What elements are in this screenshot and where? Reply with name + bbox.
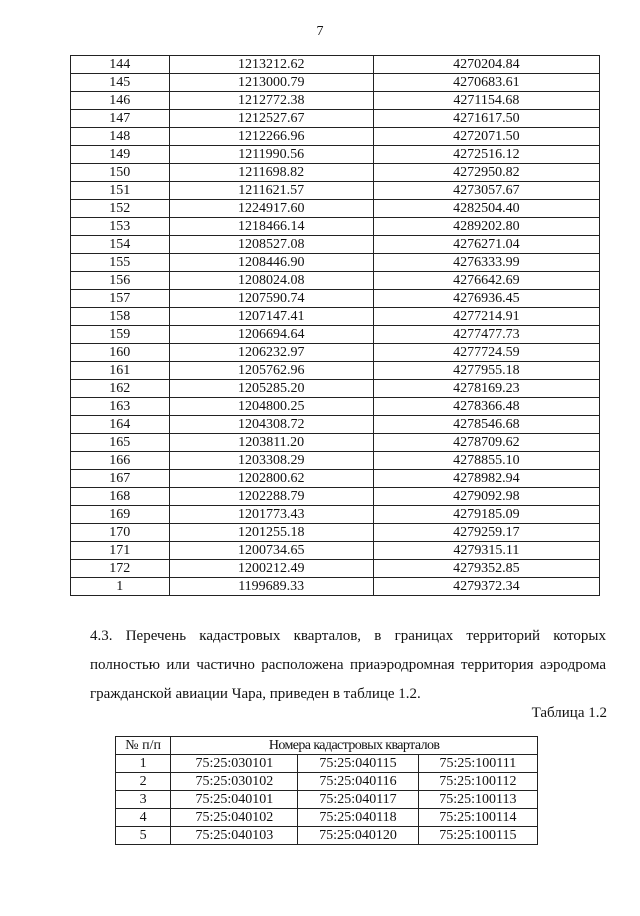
- table-row: [71, 542, 600, 560]
- point-number-cell: 160: [71, 344, 170, 362]
- table-row: [71, 560, 600, 578]
- cadastral-number-cell: 75:25:040120: [298, 827, 418, 845]
- x-coordinate-cell: 1204308.72: [169, 416, 373, 434]
- table-row: [71, 254, 600, 272]
- point-number-cell: 158: [71, 308, 170, 326]
- y-coordinate-cell: 4276642.69: [373, 272, 599, 290]
- table-row: [116, 773, 538, 791]
- table-row: [71, 344, 600, 362]
- x-coordinate-cell: 1202800.62: [169, 470, 373, 488]
- table-row: [71, 326, 600, 344]
- y-coordinate-cell: 4277724.59: [373, 344, 599, 362]
- row-number-cell: 2: [116, 773, 171, 791]
- y-coordinate-cell: 4271617.50: [373, 110, 599, 128]
- table-row: [71, 506, 600, 524]
- cadastral-number-cell: 75:25:100115: [418, 827, 537, 845]
- cadastral-number-cell: 75:25:040116: [298, 773, 418, 791]
- cadastral-number-cell: 75:25:100111: [418, 755, 537, 773]
- x-coordinate-cell: 1201255.18: [169, 524, 373, 542]
- y-coordinate-cell: 4272950.82: [373, 164, 599, 182]
- x-coordinate-cell: 1207147.41: [169, 308, 373, 326]
- y-coordinate-cell: 4270683.61: [373, 74, 599, 92]
- table-row: [71, 524, 600, 542]
- coordinates-table: [70, 55, 600, 596]
- paragraph-line-3: гражданской авиации Чара, приведен в таблице 1.2.: [90, 686, 421, 702]
- y-coordinate-cell: 4279092.98: [373, 488, 599, 506]
- point-number-cell: 163: [71, 398, 170, 416]
- y-coordinate-cell: 4276271.04: [373, 236, 599, 254]
- y-coordinate-cell: 4272071.50: [373, 128, 599, 146]
- point-number-cell: 171: [71, 542, 170, 560]
- point-number-cell: 164: [71, 416, 170, 434]
- y-coordinate-cell: 4279372.34: [373, 578, 599, 596]
- x-coordinate-cell: 1205762.96: [169, 362, 373, 380]
- point-number-cell: 150: [71, 164, 170, 182]
- table-row: [116, 755, 538, 773]
- row-number-cell: 5: [116, 827, 171, 845]
- table-row: [71, 272, 600, 290]
- table-row: [71, 416, 600, 434]
- point-number-cell: 147: [71, 110, 170, 128]
- point-number-cell: 166: [71, 452, 170, 470]
- cadastral-number-cell: 75:25:030102: [171, 773, 298, 791]
- paragraph-line-1: 4.3. Перечень кадастровых кварталов, в границах территорий которых: [90, 628, 606, 644]
- table-row: [71, 146, 600, 164]
- point-number-cell: 154: [71, 236, 170, 254]
- cadastral-quarters-table: [115, 736, 538, 845]
- y-coordinate-cell: 4278366.48: [373, 398, 599, 416]
- x-coordinate-cell: 1224917.60: [169, 200, 373, 218]
- x-coordinate-cell: 1208446.90: [169, 254, 373, 272]
- y-coordinate-cell: 4279185.09: [373, 506, 599, 524]
- table-row: [71, 92, 600, 110]
- table-row: [71, 308, 600, 326]
- cadastral-number-cell: 75:25:040102: [171, 809, 298, 827]
- x-coordinate-cell: 1211990.56: [169, 146, 373, 164]
- x-coordinate-cell: 1205285.20: [169, 380, 373, 398]
- y-coordinate-cell: 4272516.12: [373, 146, 599, 164]
- x-coordinate-cell: 1199689.33: [169, 578, 373, 596]
- table-row: [71, 164, 600, 182]
- table-row: [71, 182, 600, 200]
- point-number-cell: 148: [71, 128, 170, 146]
- cadastral-number-cell: 75:25:100114: [418, 809, 537, 827]
- table-row: [71, 236, 600, 254]
- cadastral-number-cell: 75:25:040115: [298, 755, 418, 773]
- table-row: [71, 128, 600, 146]
- x-coordinate-cell: 1208527.08: [169, 236, 373, 254]
- x-coordinate-cell: 1202288.79: [169, 488, 373, 506]
- cadastral-number-cell: 75:25:030101: [171, 755, 298, 773]
- table-row: [71, 452, 600, 470]
- paragraph-4-3: [60, 622, 606, 709]
- y-coordinate-cell: 4277477.73: [373, 326, 599, 344]
- cadastral-number-cell: 75:25:100113: [418, 791, 537, 809]
- y-coordinate-cell: 4276333.99: [373, 254, 599, 272]
- header-number: № п/п: [116, 737, 171, 755]
- point-number-cell: 145: [71, 74, 170, 92]
- x-coordinate-cell: 1213000.79: [169, 74, 373, 92]
- x-coordinate-cell: 1200212.49: [169, 560, 373, 578]
- x-coordinate-cell: 1204800.25: [169, 398, 373, 416]
- x-coordinate-cell: 1218466.14: [169, 218, 373, 236]
- point-number-cell: 162: [71, 380, 170, 398]
- point-number-cell: 169: [71, 506, 170, 524]
- point-number-cell: 170: [71, 524, 170, 542]
- x-coordinate-cell: 1200734.65: [169, 542, 373, 560]
- y-coordinate-cell: 4278546.68: [373, 416, 599, 434]
- x-coordinate-cell: 1212266.96: [169, 128, 373, 146]
- y-coordinate-cell: 4289202.80: [373, 218, 599, 236]
- point-number-cell: 165: [71, 434, 170, 452]
- point-number-cell: 151: [71, 182, 170, 200]
- point-number-cell: 153: [71, 218, 170, 236]
- point-number-cell: 152: [71, 200, 170, 218]
- point-number-cell: 146: [71, 92, 170, 110]
- table-caption: Таблица 1.2: [531, 705, 607, 721]
- x-coordinate-cell: 1212527.67: [169, 110, 373, 128]
- table-header-row: [116, 737, 538, 755]
- point-number-cell: 155: [71, 254, 170, 272]
- y-coordinate-cell: 4282504.40: [373, 200, 599, 218]
- y-coordinate-cell: 4271154.68: [373, 92, 599, 110]
- y-coordinate-cell: 4279352.85: [373, 560, 599, 578]
- y-coordinate-cell: 4273057.67: [373, 182, 599, 200]
- table-row: [116, 827, 538, 845]
- y-coordinate-cell: 4270204.84: [373, 56, 599, 74]
- table-row: [71, 398, 600, 416]
- cadastral-number-cell: 75:25:040101: [171, 791, 298, 809]
- cadastral-number-cell: 75:25:040118: [298, 809, 418, 827]
- y-coordinate-cell: 4278169.23: [373, 380, 599, 398]
- table-row: [71, 218, 600, 236]
- table-row: [71, 470, 600, 488]
- point-number-cell: 172: [71, 560, 170, 578]
- x-coordinate-cell: 1208024.08: [169, 272, 373, 290]
- y-coordinate-cell: 4279315.11: [373, 542, 599, 560]
- page-number: 7: [316, 24, 324, 39]
- cadastral-number-cell: 75:25:040103: [171, 827, 298, 845]
- cadastral-number-cell: 75:25:100112: [418, 773, 537, 791]
- table-row: [71, 380, 600, 398]
- point-number-cell: 144: [71, 56, 170, 74]
- point-number-cell: 157: [71, 290, 170, 308]
- row-number-cell: 4: [116, 809, 171, 827]
- x-coordinate-cell: 1211621.57: [169, 182, 373, 200]
- y-coordinate-cell: 4279259.17: [373, 524, 599, 542]
- point-number-cell: 149: [71, 146, 170, 164]
- table-row: [71, 488, 600, 506]
- x-coordinate-cell: 1212772.38: [169, 92, 373, 110]
- y-coordinate-cell: 4276936.45: [373, 290, 599, 308]
- table-row: [71, 110, 600, 128]
- x-coordinate-cell: 1213212.62: [169, 56, 373, 74]
- table-row: [71, 434, 600, 452]
- table-row: [71, 578, 600, 596]
- table-row: [71, 362, 600, 380]
- x-coordinate-cell: 1211698.82: [169, 164, 373, 182]
- table-row: [71, 200, 600, 218]
- x-coordinate-cell: 1203308.29: [169, 452, 373, 470]
- y-coordinate-cell: 4277955.18: [373, 362, 599, 380]
- y-coordinate-cell: 4277214.91: [373, 308, 599, 326]
- x-coordinate-cell: 1201773.43: [169, 506, 373, 524]
- table-row: [71, 56, 600, 74]
- table-row: [116, 791, 538, 809]
- table-row: [71, 290, 600, 308]
- x-coordinate-cell: 1207590.74: [169, 290, 373, 308]
- point-number-cell: 159: [71, 326, 170, 344]
- table-row: [116, 809, 538, 827]
- header-quarters: Номера кадастровых кварталов: [171, 737, 538, 755]
- y-coordinate-cell: 4278855.10: [373, 452, 599, 470]
- row-number-cell: 1: [116, 755, 171, 773]
- x-coordinate-cell: 1203811.20: [169, 434, 373, 452]
- cadastral-number-cell: 75:25:040117: [298, 791, 418, 809]
- row-number-cell: 3: [116, 791, 171, 809]
- x-coordinate-cell: 1206232.97: [169, 344, 373, 362]
- point-number-cell: 168: [71, 488, 170, 506]
- table-row: [71, 74, 600, 92]
- y-coordinate-cell: 4278709.62: [373, 434, 599, 452]
- point-number-cell: 156: [71, 272, 170, 290]
- paragraph-line-2: полностью или частично расположена приаэродромная территория аэродрома: [90, 657, 606, 673]
- point-number-cell: 161: [71, 362, 170, 380]
- y-coordinate-cell: 4278982.94: [373, 470, 599, 488]
- point-number-cell: 1: [71, 578, 170, 596]
- x-coordinate-cell: 1206694.64: [169, 326, 373, 344]
- point-number-cell: 167: [71, 470, 170, 488]
